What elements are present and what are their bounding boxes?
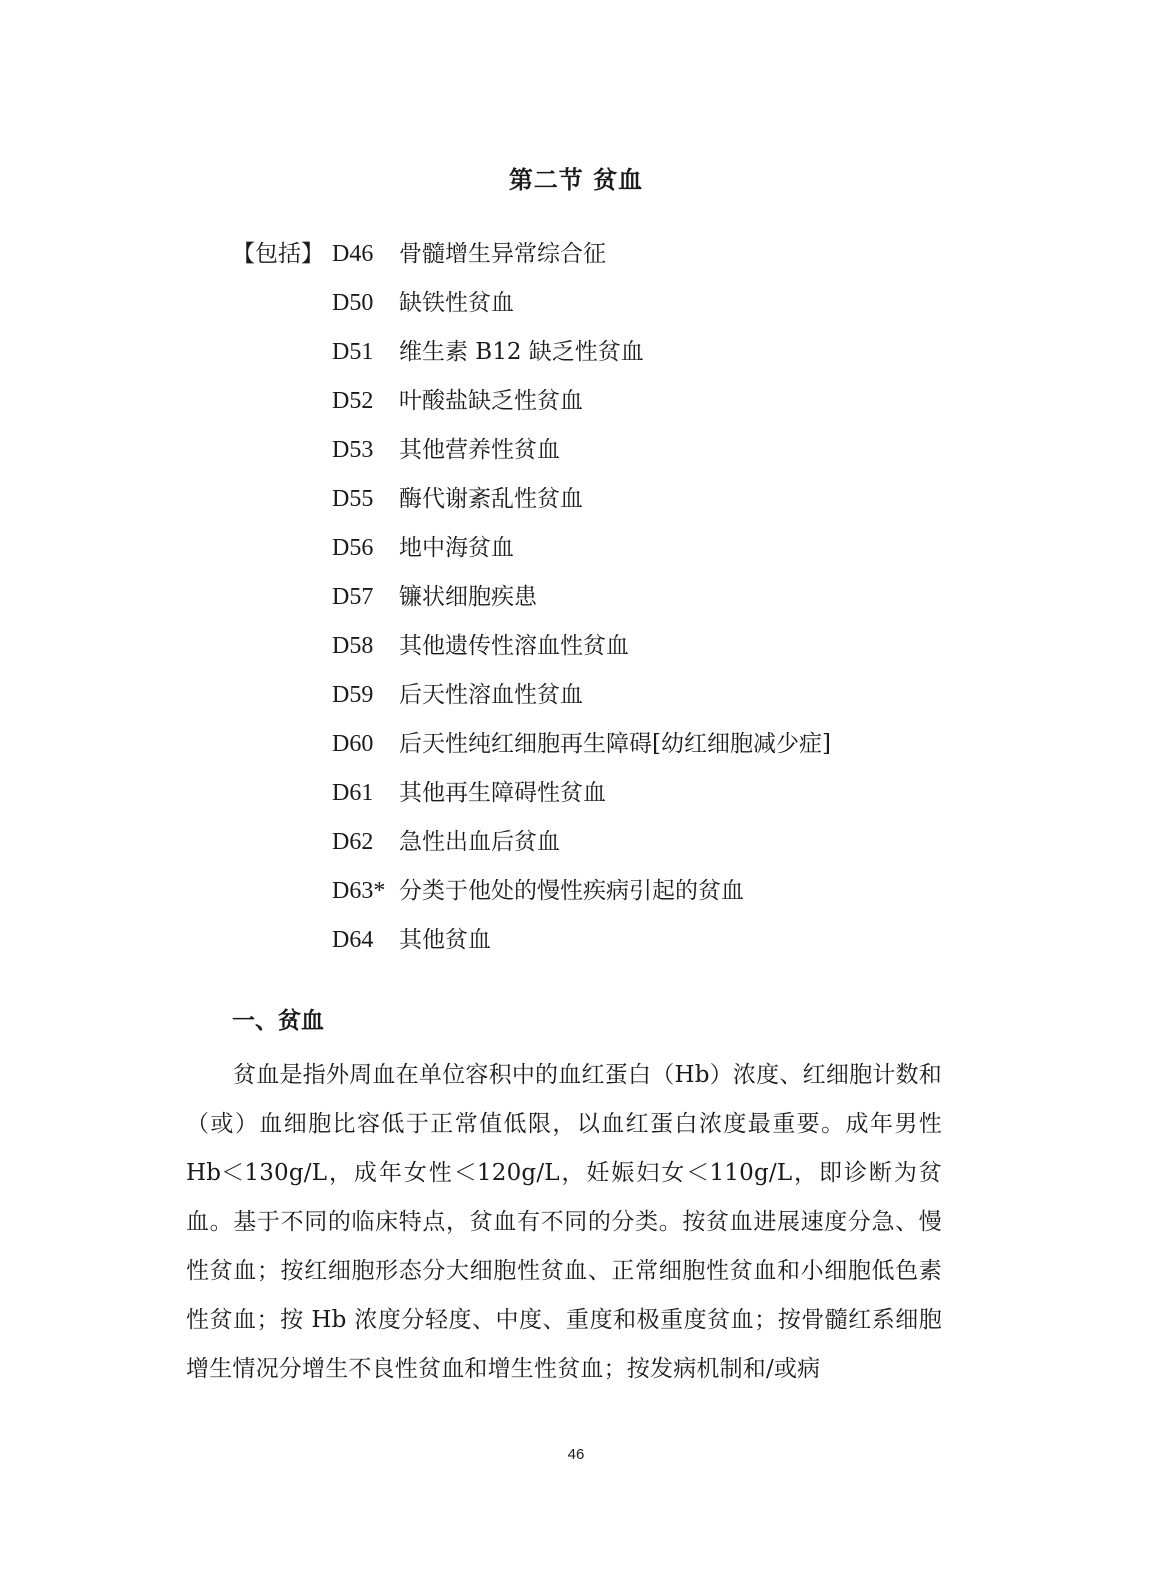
code-id: D52	[332, 388, 374, 414]
code-id: D61	[332, 780, 374, 806]
code-description: 镰状细胞疾患	[399, 584, 537, 610]
code-description: 其他贫血	[399, 927, 491, 953]
code-row-d57	[0, 579, 1152, 628]
code-row-d50	[0, 285, 1152, 334]
page-number: 46	[567, 1446, 585, 1463]
code-id: D56	[332, 535, 374, 561]
code-id: D60	[332, 731, 374, 757]
code-description: 后天性纯红细胞再生障碍[幼红细胞减少症]	[399, 731, 831, 757]
code-id: D51	[332, 339, 374, 365]
body-paragraph: 贫血是指外周血在单位容积中的血红蛋白（Hb）浓度、红细胞计数和（或）血细胞比容低于正常值低限，以血红蛋白浓度最重要。成年男性 Hb＜130g/L，成年女性＜120g/L，妊娠妇女＜110g/L，即诊断为贫血。基于不同的临床特点，贫血有不同的分类。按贫血进展速度分急、慢性贫血；按红细胞形态分大细胞性贫血、正常细胞性贫血和小细胞低色素性贫血；按 Hb 浓度分轻度、中度、重度和极重度贫血；按骨髓红系细胞增生情况分增生不良性贫血和增生性贫血；按发病机制和/或病	[186, 1062, 942, 1382]
code-id: D62	[332, 829, 374, 855]
code-description: 维生素 B12 缺乏性贫血	[399, 339, 644, 365]
section-heading: 一、贫血	[232, 1008, 324, 1034]
diagnosis-code-list	[0, 236, 1152, 971]
code-description: 其他再生障碍性贫血	[399, 780, 606, 806]
code-row-d61	[0, 775, 1152, 824]
code-description: 缺铁性贫血	[399, 290, 514, 316]
code-row-d58	[0, 628, 1152, 677]
code-row-d55	[0, 481, 1152, 530]
code-id: D63*	[332, 878, 386, 904]
code-row-d62	[0, 824, 1152, 873]
code-id: D50	[332, 290, 374, 316]
code-description: 骨髓增生异常综合征	[399, 241, 606, 267]
code-description: 地中海贫血	[399, 535, 514, 561]
include-prefix: 【包括】	[232, 241, 324, 267]
code-description: 急性出血后贫血	[399, 829, 560, 855]
code-id: D46	[332, 241, 374, 267]
code-description: 其他遗传性溶血性贫血	[399, 633, 629, 659]
code-row-d59	[0, 677, 1152, 726]
code-row-d60	[0, 726, 1152, 775]
code-description: 其他营养性贫血	[399, 437, 560, 463]
code-id: D64	[332, 927, 374, 953]
code-row-d64	[0, 922, 1152, 971]
code-id: D59	[332, 682, 374, 708]
code-row-d56	[0, 530, 1152, 579]
code-description: 酶代谢紊乱性贫血	[399, 486, 583, 512]
code-row-d46	[0, 236, 1152, 285]
code-description: 分类于他处的慢性疾病引起的贫血	[399, 878, 744, 904]
code-row-d51	[0, 334, 1152, 383]
code-id: D53	[332, 437, 374, 463]
code-id: D57	[332, 584, 374, 610]
code-description: 后天性溶血性贫血	[399, 682, 583, 708]
code-id: D58	[332, 633, 374, 659]
code-row-d53	[0, 432, 1152, 481]
code-description: 叶酸盐缺乏性贫血	[399, 388, 583, 414]
code-row-d63	[0, 873, 1152, 922]
code-id: D55	[332, 486, 374, 512]
code-row-d52	[0, 383, 1152, 432]
page-title: 第二节 贫血	[508, 166, 644, 194]
